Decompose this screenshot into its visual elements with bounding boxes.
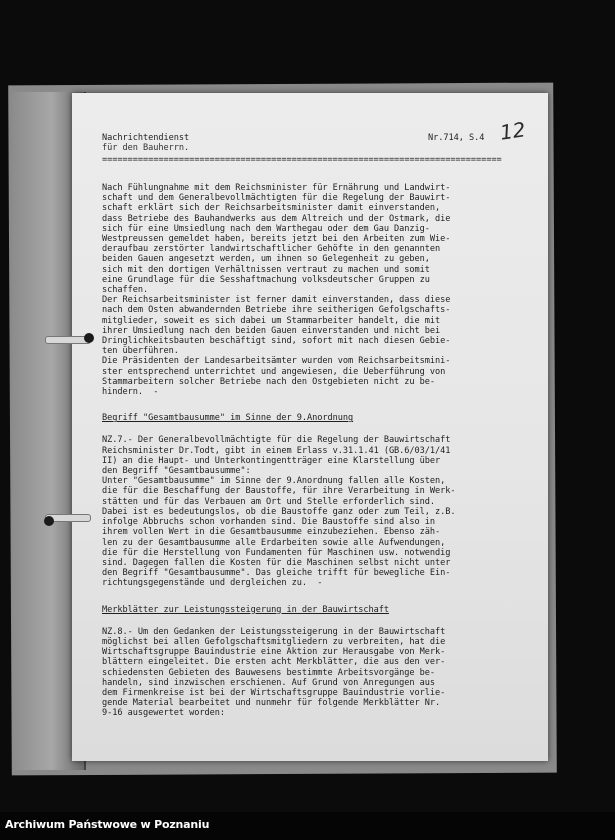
text-line: Nach Fühlungnahme mit dem Reichsminister für Ernährung und Landwirt- xyxy=(102,183,451,193)
text-line: schiedensten Gebieten des Bauwesens bestimmte Arbeitsvorgänge be- xyxy=(102,667,436,678)
text-line: 9-16 ausgewertet worden: xyxy=(102,708,225,719)
text-line: deraufbau zerstörter landwirtschaftlicher Gehöfte in den genannten xyxy=(102,244,441,255)
header-rule: ============================================================================== xyxy=(102,155,502,165)
text-line: eine Grundlage für die Sesshaftmachung volksdeutscher Gruppen zu xyxy=(102,274,430,285)
text-line: ten überführen. xyxy=(102,346,179,357)
text-line: Die Präsidenten der Landesarbeitsämter wurden vom Reichsarbeitsmini- xyxy=(102,356,451,367)
text-line: gende Material bearbeitet und nunmehr für folgende Merkblätter Nr. xyxy=(102,698,441,709)
text-line: dass Betriebe des Bauhandwerks aus dem Altreich und der Ostmark, die xyxy=(102,213,451,224)
text-line: hindern. - xyxy=(102,387,159,398)
text-line: infolge Abbruchs schon vorhanden sind. Die Baustoffe sind also in xyxy=(102,517,436,528)
paragraph-nz8 xyxy=(102,627,538,719)
text-line: mitglieder, soweit es sich dabei um Stammarbeiter handelt, die mit xyxy=(102,315,441,326)
document-header xyxy=(102,117,538,153)
paragraph-nz7 xyxy=(102,435,538,588)
text-line: den Begriff "Gesamtbausumme": xyxy=(102,466,251,477)
text-line: die für die Beschaffung der Baustoffe, für ihre Verarbeitung in Werk- xyxy=(102,486,456,497)
text-line: stätten und für das Verbauen am Ort und Stelle erforderlich sind. xyxy=(102,496,436,507)
text-line: schaft erklärt sich der Reichsarbeitsminister damit einverstanden, xyxy=(102,203,441,214)
text-line: Unter "Gesamtbausumme" im Sinne der 9.Anordnung fallen alle Kosten, xyxy=(102,476,446,487)
text-line: dem Firmenkreise ist bei der Wirtschaftsgruppe Bauindustrie vorlie- xyxy=(102,687,446,698)
text-line: nach dem Osten abwandernden Betriebe ihre seitherigen Gefolgschafts- xyxy=(102,305,451,316)
text-line: Westpreussen gemeldet haben, bereits jetzt bei den Arbeiten zum Wie- xyxy=(102,234,451,245)
text-line: sind. Dagegen fallen die Kosten für die Maschinen selbst nicht unter xyxy=(102,557,451,568)
text-line: sich für eine Umsiedlung nach dem Warthegau oder dem Gau Danzig- xyxy=(102,223,430,234)
text-line: richtungsgegenstände und dergleichen zu. - xyxy=(102,578,323,589)
text-line: möglichst bei allen Gefolgschaftsmitgliedern zu verbreiten, hat die xyxy=(102,636,446,647)
handwritten-page-number: 12 xyxy=(498,117,527,145)
header-publication: Nachrichtendienst xyxy=(102,133,190,143)
text-line: Wirtschaftsgruppe Bauindustrie eine Aktion zur Herausgabe von Merk- xyxy=(102,647,446,658)
text-line: ihrem vollen Wert in die Gesamtbausumme einzubeziehen. Ebenso zäh- xyxy=(102,527,441,538)
text-line: die für die Herstellung von Fundamenten für Maschinen usw. notwendig xyxy=(102,547,451,558)
text-line: ihrer Umsiedlung nach den beiden Gauen einverstanden und nicht bei xyxy=(102,325,441,336)
document-body xyxy=(102,117,538,719)
text-line: schaffen. xyxy=(102,285,149,296)
text-line: Reichsminister Dr.Todt, gibt in einem Erlass v.31.1.41 (GB.6/03/1/41 xyxy=(102,445,451,456)
text-line: blättern eingeleitet. Die ersten acht Merkblätter, die aus den ver- xyxy=(102,657,446,668)
text-line: NZ.8.- Um den Gedanken der Leistungssteigerung in der Bauwirtschaft xyxy=(102,626,446,637)
section-heading-merkblaetter: Merkblätter zur Leistungssteigerung in der Bauwirtschaft xyxy=(102,604,389,615)
text-line: den Begriff "Gesamtbausumme". Das gleiche trifft für bewegliche Ein- xyxy=(102,568,451,579)
archive-credit: Archiwum Państwowe w Poznaniu xyxy=(5,818,210,831)
text-line: Dabei ist es bedeutungslos, ob die Baustoffe ganz oder zum Teil, z.B. xyxy=(102,506,456,517)
text-line: ster entsprechend unterrichtet und angewiesen, die Ueberführung von xyxy=(102,366,446,377)
text-line: II) an die Haupt- und Unterkontingentträger eine Klarstellung über xyxy=(102,455,441,466)
paragraph-resettlement xyxy=(102,183,538,397)
text-line: schaft und dem Generalbevollmächtigten für die Regelung der Bauwirt- xyxy=(102,193,451,204)
text-line: len zu der Gesamtbausumme alle Erdarbeiten sowie alle Aufwendungen, xyxy=(102,537,446,548)
header-subtitle: für den Bauherrn. xyxy=(102,143,190,153)
text-line: Stammarbeitern solcher Betriebe nach den Ostgebieten nicht zu be- xyxy=(102,376,436,387)
text-line: NZ.7.- Der Generalbevollmächtigte für die Regelung der Bauwirtschaft xyxy=(102,435,451,446)
text-line: Dringlichkeitsbauten beschäftigt sind, sofort mit nach diesen Gebie- xyxy=(102,336,451,347)
section-heading-gesamtbausumme: Begriff "Gesamtbausumme" im Sinne der 9.Anordnung xyxy=(102,413,354,424)
punch-hole-top xyxy=(84,333,94,343)
text-line: beiden Gauen angesetzt werden, um ihnen so Gelegenheit zu geben, xyxy=(102,254,430,265)
document-page xyxy=(72,93,548,761)
text-line: sich mit den dortigen Verhältnissen vertraut zu machen und somit xyxy=(102,264,430,275)
header-number: Nr.714, S.4 xyxy=(428,133,485,143)
punch-hole-bottom xyxy=(44,516,54,526)
text-line: handeln, sind inzwischen erschienen. Auf Grund von Anregungen aus xyxy=(102,677,436,688)
text-line: Der Reichsarbeitsminister ist ferner damit einverstanden, dass diese xyxy=(102,295,451,306)
